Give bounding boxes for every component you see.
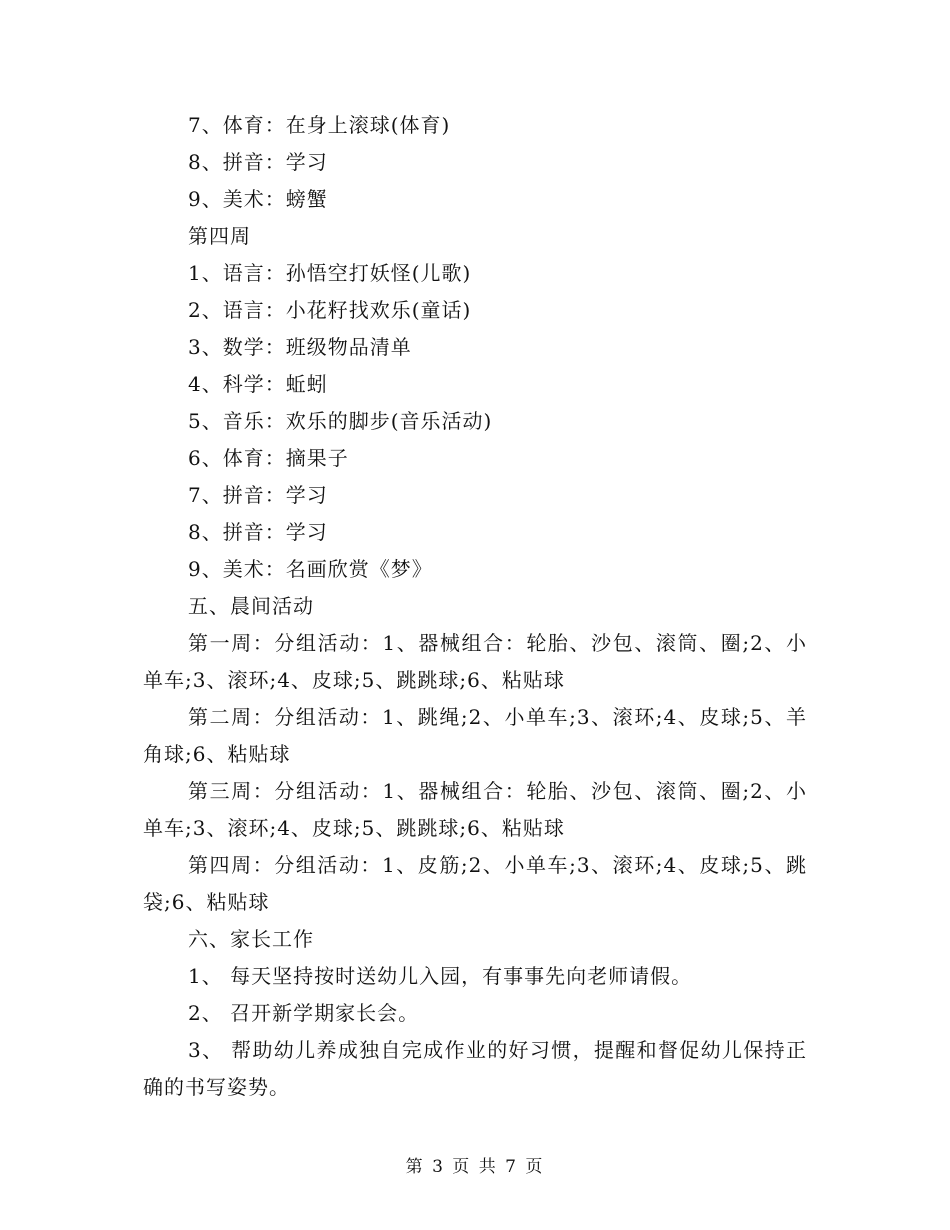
parent-item-1: 1、 每天坚持按时送幼儿入园，有事事先向老师请假。 [188,964,693,988]
section-heading-parent-work: 六、家长工作 [188,927,314,951]
text-line: 8、拼音：学习 [188,520,328,544]
text-line: 6、体育：摘果子 [188,446,349,470]
parent-item-3: 3、 帮助幼儿养成独自完成作业的好习惯，提醒和督促幼儿保持正确的书写姿势。 [143,1038,807,1099]
paragraph-week-3: 第三周：分组活动：1、器械组合：轮胎、沙包、滚筒、圈;2、小单车;3、滚环;4、皮球;5、跳跳球;6、粘贴球 [143,779,807,840]
week-heading: 第四周 [188,224,251,248]
text-line: 9、美术：螃蟹 [188,187,328,211]
text-line: 2、语言：小花籽找欢乐(童话) [188,298,472,322]
paragraph-week-1: 第一周：分组活动：1、器械组合：轮胎、沙包、滚筒、圈;2、小单车;3、滚环;4、皮球;5、跳跳球;6、粘贴球 [143,631,807,692]
document-body [143,107,807,1106]
text-line: 7、体育：在身上滚球(体育) [188,113,451,137]
paragraph-week-2: 第二周：分组活动：1、跳绳;2、小单车;3、滚环;4、皮球;5、羊角球;6、粘贴球 [143,705,807,766]
page-footer: 第 3 页 共 7 页 [405,1157,545,1177]
section-heading-morning-activities: 五、晨间活动 [188,594,314,618]
text-line: 8、拼音：学习 [188,150,328,174]
text-line: 7、拼音：学习 [188,483,328,507]
text-line: 5、音乐：欢乐的脚步(音乐活动) [188,409,493,433]
paragraph-week-4: 第四周：分组活动：1、皮筋;2、小单车;3、滚环;4、皮球;5、跳袋;6、粘贴球 [143,853,807,914]
text-line: 1、语言：孙悟空打妖怪(儿歌) [188,261,472,285]
text-line: 4、科学：蚯蚓 [188,372,328,396]
text-line: 9、美术：名画欣赏《梦》 [188,557,433,581]
parent-item-2: 2、 召开新学期家长会。 [188,1001,420,1025]
text-line: 3、数学：班级物品清单 [188,335,412,359]
